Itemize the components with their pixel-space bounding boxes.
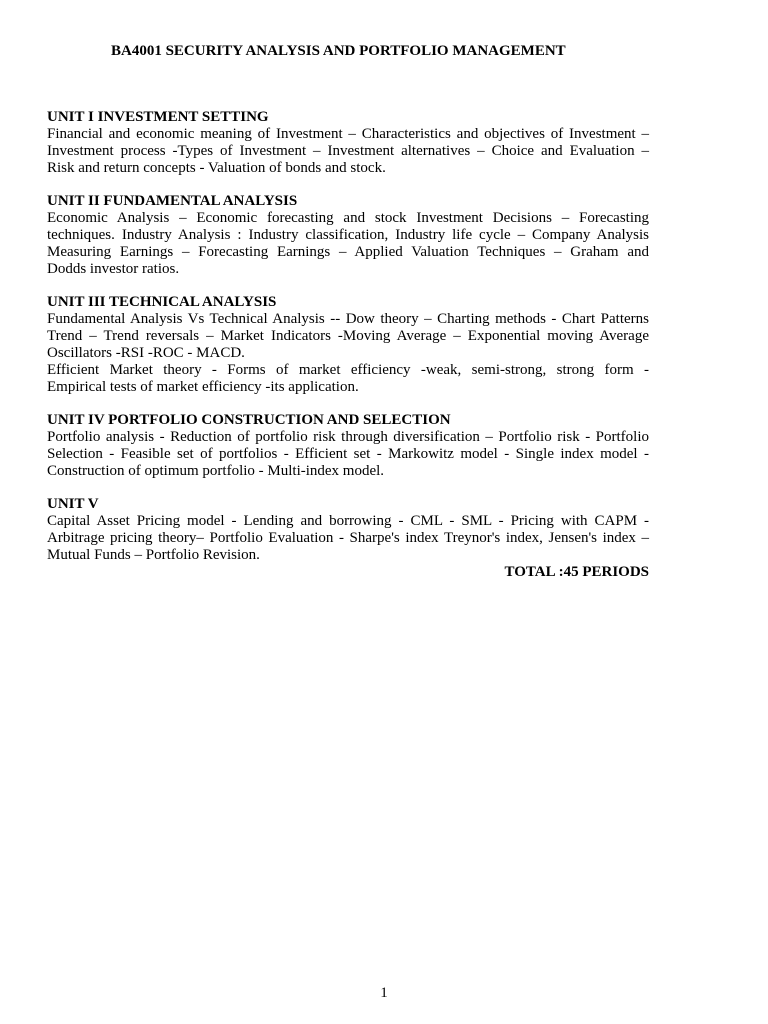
unit-5-text xyxy=(47,513,649,564)
unit-1-line: Financial and economic meaning of Investment – Characteristics and objectives of Investment – xyxy=(47,126,649,142)
page-number: 1 xyxy=(380,985,388,1001)
unit-1-line: Investment process -Types of Investment – Investment alternatives – Choice and Evaluation – xyxy=(47,143,649,159)
unit-2-heading: UNIT II FUNDAMENTAL ANALYSIS xyxy=(47,193,298,209)
unit-4 xyxy=(47,412,649,480)
unit-5-heading: UNIT V xyxy=(47,496,99,512)
unit-5-line: Mutual Funds – Portfolio Revision. xyxy=(47,547,260,563)
unit-2-line: Economic Analysis – Economic forecasting and stock Investment Decisions – Forecasting xyxy=(47,210,649,226)
unit-2-text xyxy=(47,210,649,278)
unit-4-line: Portfolio analysis - Reduction of portfolio risk through diversification – Portfolio risk - Portfolio xyxy=(47,429,649,445)
unit-3-line: Fundamental Analysis Vs Technical Analysis -- Dow theory – Charting methods - Chart Patterns xyxy=(47,311,649,327)
unit-2 xyxy=(47,193,649,278)
unit-4-line: Construction of optimum portfolio - Multi-index model. xyxy=(47,463,385,479)
total-periods: TOTAL :45 PERIODS xyxy=(504,564,649,580)
unit-5-line: Capital Asset Pricing model - Lending and borrowing - CML - SML - Pricing with CAPM - xyxy=(47,513,649,529)
document-title: BA4001 SECURITY ANALYSIS AND PORTFOLIO MANAGEMENT xyxy=(111,43,566,59)
unit-3-heading: UNIT III TECHNICAL ANALYSIS xyxy=(47,294,277,310)
unit-3-text xyxy=(47,311,649,396)
unit-5-line: Arbitrage pricing theory– Portfolio Evaluation - Sharpe's index Treynor's index, Jensen's index – xyxy=(47,530,649,546)
unit-4-line: Selection - Feasible set of portfolios - Efficient set - Markowitz model - Single index model - xyxy=(47,446,649,462)
unit-3-line: Empirical tests of market efficiency -its application. xyxy=(47,379,359,395)
unit-2-line: techniques. Industry Analysis : Industry classification, Industry life cycle – Company Analysis xyxy=(47,227,649,243)
unit-3-line: Efficient Market theory - Forms of market efficiency -weak, semi-strong, strong form - xyxy=(47,362,649,378)
unit-2-line: Dodds investor ratios. xyxy=(47,261,180,277)
syllabus-content xyxy=(47,109,649,581)
unit-1-heading: UNIT I INVESTMENT SETTING xyxy=(47,109,269,125)
unit-3 xyxy=(47,294,649,396)
unit-3-line: Oscillators -RSI -ROC - MACD. xyxy=(47,345,245,361)
unit-3-line: Trend – Trend reversals – Market Indicators -Moving Average – Exponential moving Average xyxy=(47,328,649,344)
unit-4-text xyxy=(47,429,649,480)
unit-2-line: Measuring Earnings – Forecasting Earnings – Applied Valuation Techniques – Graham and xyxy=(47,244,649,260)
unit-4-heading: UNIT IV PORTFOLIO CONSTRUCTION AND SELECTION xyxy=(47,412,451,428)
unit-1 xyxy=(47,109,649,177)
unit-5 xyxy=(47,496,649,564)
unit-1-text xyxy=(47,126,649,177)
unit-1-line: Risk and return concepts - Valuation of bonds and stock. xyxy=(47,160,386,176)
